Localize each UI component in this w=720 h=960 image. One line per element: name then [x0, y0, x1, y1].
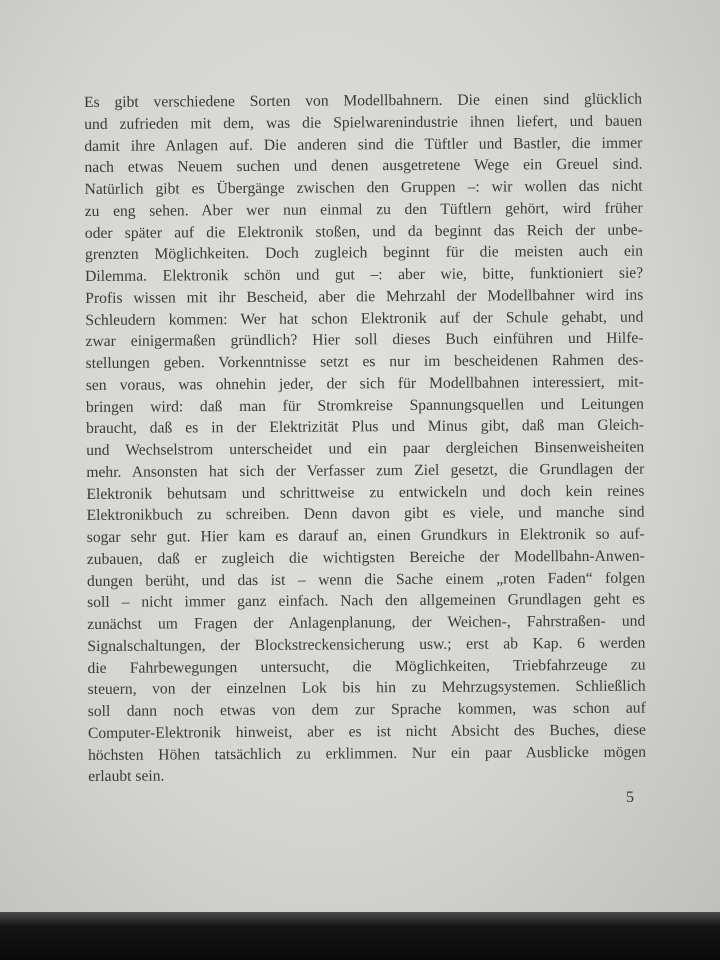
text-line: Es gibt verschiedene Sorten von Modellbahnern. Die einen sind glücklich	[84, 90, 643, 111]
text-line: dungen berüht, und das ist – wenn die Sache einem „roten Faden“ folgen	[86, 569, 646, 590]
text-line: oder später auf die Elektronik stoßen, und da beginnt das Reich der unbe-	[84, 221, 643, 242]
text-line: und Wechselstrom unterscheidet und ein paar dergleichen Binsenweisheiten	[86, 438, 645, 459]
text-line: braucht, daß es in der Elektrizität Plus und Minus gibt, daß man Gleich-	[86, 416, 645, 438]
text-line: Computer-Elektronik hinweist, aber es ist nicht Absicht des Buches, diese	[87, 721, 646, 742]
dark-background-edge	[0, 912, 720, 960]
text-line: bringen wird: daß man für Stromkreise Spannungsquellen und Leitungen	[85, 395, 644, 416]
text-line: sen voraus, was ohnehin jeder, der sich für Modellbahnen interessiert, mit-	[85, 373, 644, 394]
text-line: Profis wissen mit ihr Bescheid, aber die Mehrzahl der Modellbahner wird ins	[85, 286, 644, 307]
text-line: sogar sehr gut. Hier kam es darauf an, einen Grundkurs in Elektronik so auf-	[86, 525, 645, 546]
text-line: zwar einigermaßen gründlich? Hier soll dieses Buch einführen und Hilfe-	[85, 329, 644, 351]
text-line: zunächst um Fragen der Anlagenplanung, der Weichen-, Fahrstraßen- und	[87, 612, 646, 633]
text-line: zubauen, daß er zugleich die wichtigsten Bereiche der Modellbahn-Anwen-	[86, 547, 645, 568]
text-line: nach etwas Neuem suchen und denen ausgetretene Wege ein Greuel sind.	[84, 155, 643, 177]
text-line: steuern, von der einzelnen Lok bis hin zu Mehrzugsystemen. Schließlich	[87, 677, 646, 699]
text-line: Signalschaltungen, der Blockstreckensicherung usw.; erst ab Kap. 6 werden	[87, 634, 646, 655]
text-line: grenzten Möglichkeiten. Doch zugleich beginnt für die meisten auch ein	[84, 242, 644, 264]
text-line: soll – nicht immer ganz einfach. Nach den allgemeinen Grundlagen geht es	[87, 590, 646, 612]
text-line: höchsten Höhen tatsächlich zu erklimmen. Nur ein paar Ausblicke mögen	[87, 743, 647, 764]
text-line: Schleudern kommen: Wer hat schon Elektronik auf der Schule gehabt, und	[85, 308, 644, 329]
page-number: 5	[626, 789, 634, 806]
text-line: Natürlich gibt es Übergänge zwischen den Gruppen –: wir wollen das nicht	[84, 177, 643, 198]
body-paragraph	[84, 89, 646, 788]
text-line: mehr. Ansonsten hat sich der Verfasser zum Ziel gesetzt, die Grundlagen der	[86, 460, 645, 481]
text-line: stellungen geben. Vorkenntnisse setzt es nur im bescheidenen Rahmen des-	[85, 351, 644, 372]
text-line: Elektronikbuch zu schreiben. Denn davon gibt es viele, und manche sind	[86, 503, 645, 525]
text-line: soll dann noch etwas von dem zur Sprache kommen, was schon auf	[87, 699, 646, 720]
text-line: zu eng sehen. Aber wer nun einmal zu den Tüftlern gehört, wird früher	[84, 199, 643, 220]
text-line: die Fahrbewegungen untersucht, die Möglichkeiten, Triebfahrzeuge zu	[87, 656, 646, 677]
text-line: und zufrieden mit dem, was die Spielwarenindustrie ihnen liefert, und bauen	[84, 112, 643, 133]
text-line: erlaubt sein.	[88, 767, 165, 786]
text-line: damit ihre Anlagen auf. Die anderen sind die Tüftler und Bastler, die immer	[84, 134, 643, 155]
text-line: Elektronik behutsam und schrittweise zu entwickeln und doch kein reines	[86, 482, 645, 503]
text-line: Dilemma. Elektronik schön und gut –: aber wie, bitte, funktioniert sie?	[85, 264, 644, 285]
